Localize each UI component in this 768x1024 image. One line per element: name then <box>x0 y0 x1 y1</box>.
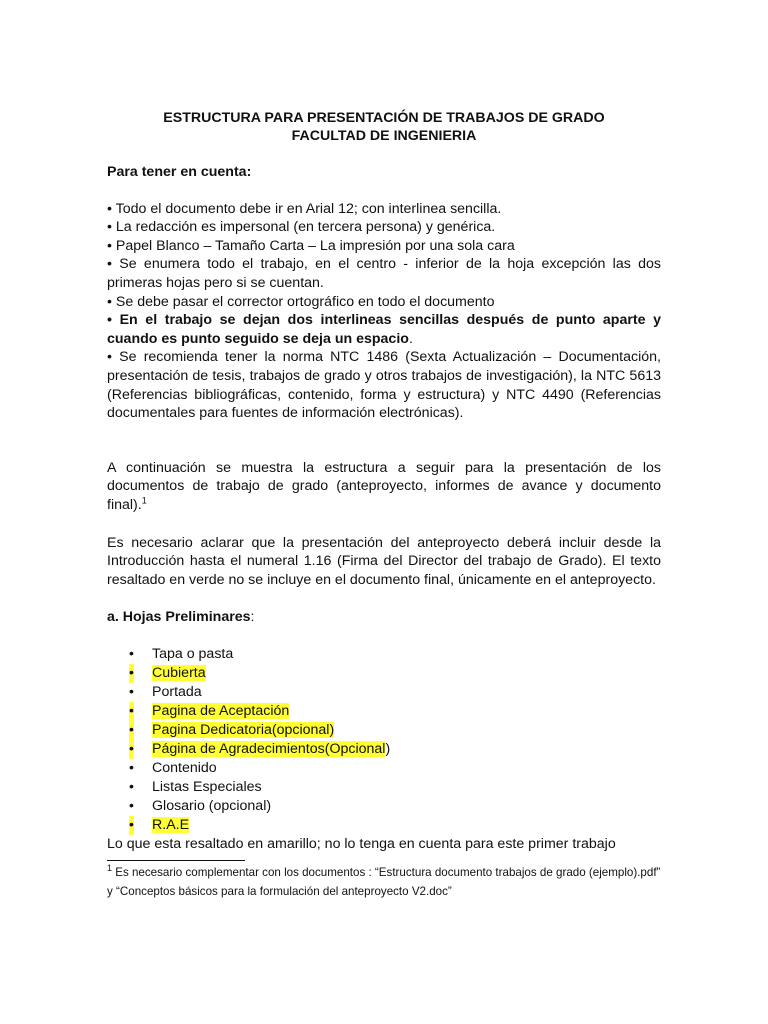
notes-list <box>107 200 661 423</box>
bullet-icon: • <box>129 740 134 757</box>
prelim-list <box>107 645 661 835</box>
bullet-icon: • <box>107 349 112 366</box>
document-title-line-2: FACULTAD DE INGENIERIA <box>291 128 477 144</box>
footnote-number: 1 <box>107 863 113 874</box>
bullet-icon: • <box>107 293 112 310</box>
list-item: • Pagina de Aceptación <box>129 702 290 719</box>
list-item: • Pagina Dedicatoria(opcional) <box>129 721 335 738</box>
intro-paragraph: A continuación se muestra la estructura a seguir para la presentación de los documentos de trabajo de grado (anteproyecto, informes de avance y documento final).$^1$ <box>107 459 661 513</box>
bullet-icon: • <box>107 219 112 236</box>
bullet-icon: • <box>129 721 134 738</box>
list-item: • R.A.E <box>129 816 190 833</box>
list-item: • Glosario (opcional) <box>129 797 272 814</box>
note-item: • Se debe pasar el corrector ortográfico en todo el documento <box>107 293 495 310</box>
bullet-icon: • <box>129 664 134 681</box>
bullet-icon: • <box>107 312 112 329</box>
footnote-reference[interactable]: 1 <box>141 495 147 506</box>
bullet-icon: • <box>107 200 112 217</box>
bullet-icon: • <box>129 797 134 814</box>
bullet-icon: • <box>107 237 112 254</box>
note-item: • La redacción es impersonal (en tercera persona) y genérica. <box>107 219 496 236</box>
note-item: • Todo el documento debe ir en Arial 12; con interlinea sencilla. <box>107 200 502 217</box>
bullet-icon: • <box>129 702 134 719</box>
prelim-heading: a. Hojas Preliminares: <box>107 609 255 626</box>
bullet-icon: • <box>129 645 134 662</box>
notes-heading: Para tener en cuenta: <box>107 164 252 180</box>
list-item: • Listas Especiales <box>129 778 262 795</box>
document-title-line-1: ESTRUCTURA PARA PRESENTACIÓN DE TRABAJOS DE GRADO <box>163 110 605 126</box>
note-item: • Se recomienda tener la norma NTC 1486 (Sexta Actualización – Documentación, presentación de tesis, trabajos de grado y otros trabajos de investigación), la NTC 5613 (Referencias bibliográficas, contenido, forma y estructura) y NTC 4490 (Referencias documentales para fuentes de información electrónicas). <box>107 349 661 422</box>
list-item: • Contenido <box>129 759 217 776</box>
closing-note: Lo que esta resaltado en amarillo; no lo tenga en cuenta para este primer trabajo <box>107 835 616 852</box>
list-item: • Cubierta <box>129 664 206 681</box>
footnote: $^1$ Es necesario complementar con los documentos : “Estructura documento trabajos de grado (ejemplo).pdf” y “Conceptos básicos para la formulación del anteproyecto V2.doc” <box>107 863 661 899</box>
bullet-icon: • <box>129 759 134 776</box>
list-item: • Página de Agradecimientos(Opcional) <box>129 740 391 757</box>
footnote-separator <box>107 860 245 861</box>
bullet-icon: • <box>129 816 134 833</box>
note-item-bold: • En el trabajo se dejan dos interlineas sencillas después de punto aparte y cuando es punto seguido se deja un espacio. <box>107 312 661 347</box>
note-item: • Se enumera todo el trabajo, en el centro - inferior de la hoja excepción las dos primeras hojas pero si se cuentan. <box>107 256 661 291</box>
bullet-icon: • <box>129 778 134 795</box>
note-item: • Papel Blanco – Tamaño Carta – La impresión por una sola cara <box>107 237 515 254</box>
list-item: • Portada <box>129 683 202 700</box>
clarification-paragraph: Es necesario aclarar que la presentación del anteproyecto deberá incluir desde la Introducción hasta el numeral 1.16 (Firma del Director del trabajo de Grado). El texto resaltado en verde no se incluye en el documento final, únicamente en el anteproyecto. <box>107 534 661 588</box>
list-item: • Tapa o pasta <box>129 645 234 662</box>
bullet-icon: • <box>107 256 112 273</box>
bullet-icon: • <box>129 683 134 700</box>
